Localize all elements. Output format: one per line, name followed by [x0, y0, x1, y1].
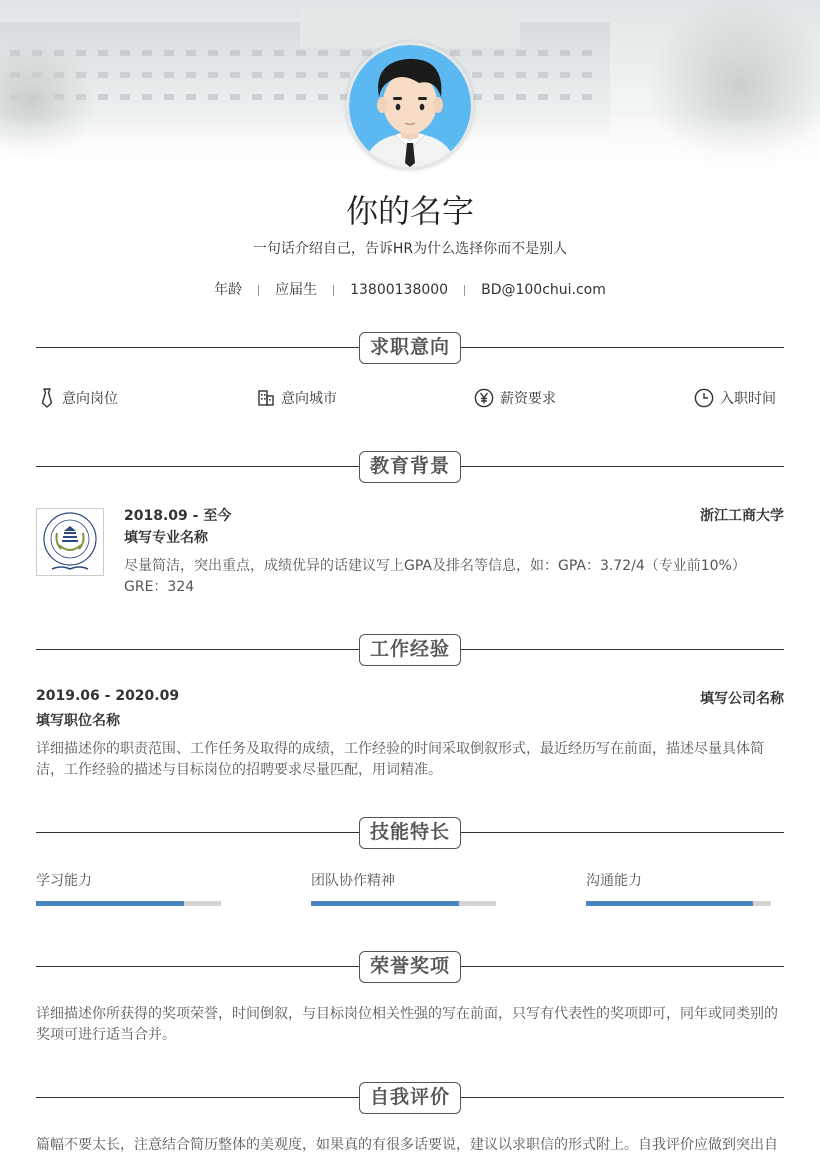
section-education	[36, 451, 784, 483]
skill-bar	[36, 901, 221, 906]
skill-bar-fill	[586, 901, 753, 906]
phone: 13800138000	[350, 282, 449, 298]
school-seal-icon	[37, 509, 103, 575]
section-title: 工作经验	[359, 634, 461, 666]
skill-item	[311, 870, 496, 906]
section-honors	[36, 951, 784, 983]
intent-label: 入职时间	[720, 391, 776, 407]
email: BD@100chui.com	[481, 282, 606, 298]
work-description: 详细描述你的职责范围、工作任务及取得的成绩，工作经验的时间采取倒叙形式，最近经历写在前面，描述尽量具体简洁，工作经验的描述与目标岗位的招聘要求尽量匹配，用词精准。	[36, 741, 764, 778]
intent-start-date	[694, 388, 776, 408]
honors-description: 详细描述你所获得的奖项荣誉，时间倒叙，与目标岗位相关性强的写在前面，只写有代表性的奖项即可，同年或同类别的奖项可进行适当合并。	[36, 1006, 778, 1043]
yen-icon	[474, 388, 494, 408]
candidate-name: 你的名字	[345, 192, 474, 230]
skill-label: 团队协作精神	[311, 873, 395, 889]
building-icon	[257, 389, 275, 407]
intent-city	[257, 388, 337, 408]
work-date: 2019.06 - 2020.09	[36, 688, 180, 704]
avatar	[346, 42, 474, 170]
section-title: 自我评价	[359, 1082, 461, 1114]
intent-label: 薪资要求	[500, 391, 556, 407]
clock-icon	[694, 388, 714, 408]
window-row	[10, 72, 600, 78]
major-name: 填写专业名称	[124, 530, 208, 546]
education-description: 尽量简洁，突出重点，成绩优异的话建议写上GPA及排名等信息，如：GPA：3.72/4（专业前10%） GRE：324	[124, 558, 746, 595]
section-self	[36, 1082, 784, 1114]
school-name: 浙江工商大学	[700, 508, 784, 524]
position-name: 填写职位名称	[36, 713, 120, 729]
section-title: 求职意向	[359, 332, 461, 364]
education-date: 2018.09 - 至今	[124, 508, 232, 524]
intent-salary	[474, 388, 556, 408]
skill-item	[36, 870, 221, 906]
skill-bar	[586, 901, 771, 906]
self-description: 篇幅不要太长，注意结合简历整体的美观度，如果真的有很多话要说，建议以求职信的形式附上。自我评价应做到突出自	[36, 1137, 778, 1153]
age: 年龄	[214, 282, 243, 298]
intent-position	[38, 388, 118, 408]
section-title: 荣誉奖项	[359, 951, 461, 983]
skill-label: 学习能力	[36, 873, 92, 889]
intent-label: 意向城市	[281, 391, 337, 407]
skill-bar	[311, 901, 496, 906]
section-work	[36, 634, 784, 666]
section-intent	[36, 332, 784, 364]
tie-icon	[38, 388, 56, 408]
intent-row	[36, 388, 784, 410]
section-title: 教育背景	[359, 451, 461, 483]
avatar-illustration	[349, 45, 471, 167]
school-logo	[36, 508, 104, 576]
tagline: 一句话介绍自己，告诉HR为什么选择你而不是别人	[252, 241, 568, 257]
skill-item	[586, 870, 771, 906]
section-skills	[36, 817, 784, 849]
skill-bar-fill	[311, 901, 459, 906]
contact-info	[0, 280, 820, 300]
company-name: 填写公司名称	[700, 691, 784, 707]
intent-label: 意向岗位	[62, 391, 118, 407]
skill-label: 沟通能力	[586, 873, 642, 889]
status: 应届生	[275, 282, 318, 298]
skill-bar-fill	[36, 901, 184, 906]
section-title: 技能特长	[359, 817, 461, 849]
window-row	[10, 50, 600, 56]
